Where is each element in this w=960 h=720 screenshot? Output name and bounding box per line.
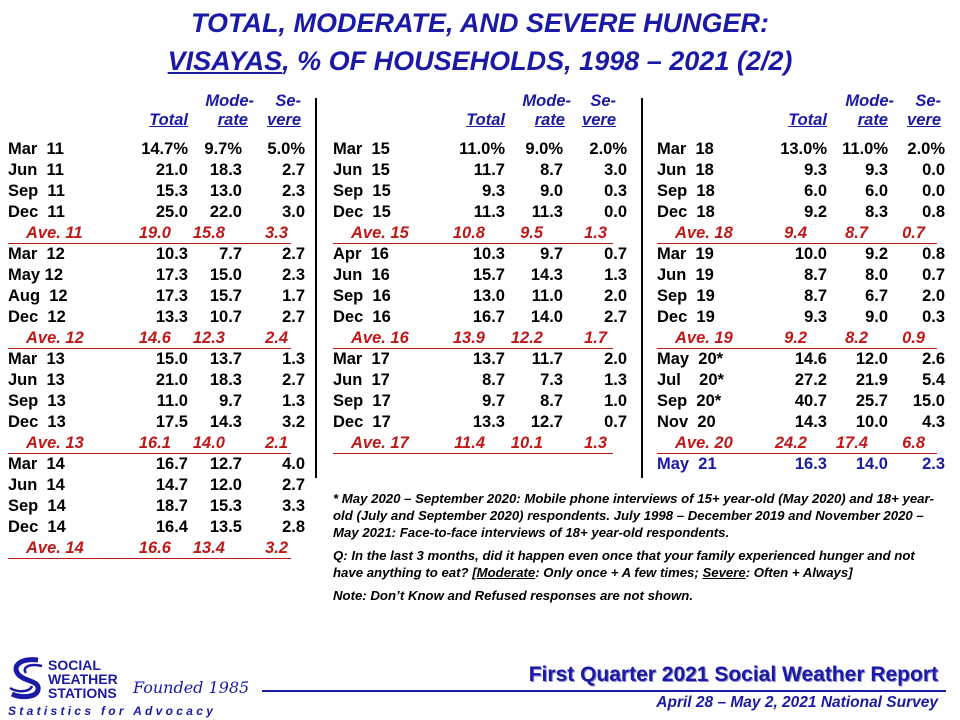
period-label: Ave. 18 [675, 224, 733, 242]
period-label: May 21 [657, 455, 717, 473]
logo-wordmark [48, 658, 118, 700]
moderate-value: 9.2 [865, 245, 888, 263]
total-value: 13.9 [452, 329, 485, 347]
period-label: Dec 16 [333, 308, 391, 326]
moderate-value: 13.5 [209, 518, 242, 536]
note-dk-refused: Note: Don’t Know and Refused responses are not shown. [333, 588, 693, 603]
severe-value: 1.3 [584, 434, 607, 452]
header-moderate-bottom: rate [217, 111, 248, 129]
table-row [8, 496, 308, 517]
total-value: 9.2 [804, 203, 827, 221]
table-row [8, 265, 308, 286]
severe-value: 3.3 [282, 497, 305, 515]
moderate-value: 7.7 [219, 245, 242, 263]
total-value: 14.6 [138, 329, 171, 347]
header-total: Total [788, 111, 827, 129]
moderate-value: 15.7 [209, 287, 242, 305]
table-row [657, 202, 957, 223]
moderate-value: 12.7 [530, 413, 563, 431]
period-label: May 12 [8, 266, 64, 284]
total-value: 9.3 [482, 182, 505, 200]
severe-value: 1.7 [584, 329, 607, 347]
total-value: 21.0 [155, 161, 188, 179]
average-row [8, 433, 291, 454]
moderate-value: 6.7 [865, 287, 888, 305]
period-label: Dec 14 [8, 518, 66, 536]
moderate-value: 12.2 [510, 329, 543, 347]
total-value: 9.3 [804, 161, 827, 179]
footnote-survey-mode: * May 2020 – September 2020: Mobile phone interviews of 15+ year-old (May 2020) and 18+ year-old (July and September 2020) respondents. July 1998 – December 2019 and November 2020 – May 2021: Face-to-face interviews of 18+ year-old respondents. [333, 491, 935, 540]
notes-block [333, 490, 943, 610]
severe-value: 0.7 [922, 266, 945, 284]
header-severe-bottom: vere [267, 111, 301, 129]
severe-value: 2.7 [282, 161, 305, 179]
total-value: 13.3 [472, 413, 505, 431]
header-moderate-bottom: rate [857, 111, 888, 129]
severe-value: 2.0 [922, 287, 945, 305]
period-label: Sep 11 [8, 182, 65, 200]
moderate-value: 14.3 [530, 266, 563, 284]
severe-value: 2.7 [604, 308, 627, 326]
severe-value: 2.4 [265, 329, 288, 347]
moderate-value: 9.5 [520, 224, 543, 242]
period-label: Dec 19 [657, 308, 715, 326]
table-row [657, 391, 957, 412]
moderate-value: 18.3 [209, 371, 242, 389]
table-row [333, 202, 633, 223]
total-value: 16.3 [794, 455, 827, 473]
total-value: 14.7% [141, 140, 188, 158]
total-value: 11.7 [473, 161, 505, 179]
period-label: Ave. 16 [351, 329, 409, 347]
period-label: Jun 16 [333, 266, 390, 284]
period-label: Dec 13 [8, 413, 66, 431]
period-label: Dec 18 [657, 203, 715, 221]
total-value: 27.2 [794, 371, 827, 389]
header-moderate-bottom: rate [534, 111, 565, 129]
severe-value: 2.7 [282, 476, 305, 494]
chart-title-rest: , % OF HOUSEHOLDS, 1998 – 2021 (2/2) [282, 46, 793, 76]
moderate-value: 18.3 [209, 161, 242, 179]
logo-line-social: SOCIAL [48, 657, 101, 673]
total-value: 6.0 [804, 182, 827, 200]
period-label: Mar 19 [657, 245, 714, 263]
total-value: 11.4 [454, 434, 485, 452]
period-label: Aug 12 [8, 287, 68, 305]
period-label: Ave. 15 [351, 224, 409, 242]
period-label: Ave. 13 [26, 434, 84, 452]
table-row [333, 244, 633, 265]
period-label: Sep 15 [333, 182, 391, 200]
severe-value: 3.3 [265, 224, 288, 242]
total-value: 17.3 [155, 287, 188, 305]
period-label: Jun 14 [8, 476, 65, 494]
table-row [8, 307, 308, 328]
table-row [657, 454, 957, 475]
logo-founded: Founded 1985 [133, 678, 250, 697]
moderate-value: 8.2 [845, 329, 868, 347]
moderate-value: 15.0 [209, 266, 242, 284]
severe-value: 1.3 [604, 266, 627, 284]
column-divider-2 [641, 98, 643, 478]
period-label: Ave. 19 [675, 329, 733, 347]
table-row [333, 181, 633, 202]
severe-value: 6.8 [902, 434, 925, 452]
table-row [8, 139, 308, 160]
severe-value: 2.8 [282, 518, 305, 536]
period-label: Jun 15 [333, 161, 390, 179]
severe-value: 2.0% [907, 140, 945, 158]
question-part-b: : Only once + A few times; [535, 565, 703, 580]
period-label: Sep 13 [8, 392, 66, 410]
period-label: Apr 16 [333, 245, 389, 263]
total-value: 17.5 [155, 413, 188, 431]
total-value: 15.3 [155, 182, 188, 200]
severe-value: 1.0 [604, 392, 627, 410]
table-row [333, 412, 633, 433]
average-row [333, 223, 613, 244]
moderate-value: 17.4 [835, 434, 868, 452]
table-row [8, 202, 308, 223]
period-label: Sep 19 [657, 287, 715, 305]
severe-value: 0.7 [604, 413, 627, 431]
total-value: 16.4 [155, 518, 188, 536]
moderate-value: 14.0 [192, 434, 225, 452]
sws-s-icon [8, 656, 48, 700]
severe-value: 2.0 [604, 350, 627, 368]
table-row [8, 160, 308, 181]
period-label: Jun 18 [657, 161, 714, 179]
period-label: Mar 13 [8, 350, 65, 368]
total-value: 16.6 [138, 539, 171, 557]
table-row [8, 517, 308, 538]
header-moderate-top: Mode- [522, 92, 571, 110]
total-value: 9.3 [804, 308, 827, 326]
period-label: Ave. 11 [26, 224, 83, 242]
logo-tagline: Statistics for Advocacy [8, 704, 217, 718]
severe-value: 2.3 [282, 266, 305, 284]
table-row [333, 391, 633, 412]
sws-logo [8, 656, 253, 718]
period-label: Dec 11 [8, 203, 65, 221]
table-row [333, 307, 633, 328]
period-label: Mar 17 [333, 350, 390, 368]
table-row [657, 412, 957, 433]
total-value: 18.7 [155, 497, 188, 515]
table-row [657, 349, 957, 370]
total-value: 25.0 [155, 203, 188, 221]
severe-value: 15.0 [912, 392, 945, 410]
moderate-word: Moderate [476, 565, 536, 580]
moderate-value: 8.7 [845, 224, 868, 242]
survey-dates: April 28 – May 2, 2021 National Survey [656, 694, 938, 711]
total-value: 9.7 [482, 392, 505, 410]
period-label: Sep 17 [333, 392, 391, 410]
period-label: Jun 13 [8, 371, 65, 389]
table-row [657, 265, 957, 286]
moderate-value: 8.7 [540, 392, 563, 410]
table-row [8, 286, 308, 307]
region-name: VISAYAS [167, 46, 283, 76]
period-label: Mar 18 [657, 140, 714, 158]
total-value: 8.7 [482, 371, 505, 389]
moderate-value: 9.7 [540, 245, 563, 263]
column-headers [657, 92, 957, 136]
moderate-value: 11.0% [842, 140, 888, 158]
total-value: 14.6 [794, 350, 827, 368]
total-value: 19.0 [138, 224, 171, 242]
severe-value: 2.7 [282, 371, 305, 389]
table-row [657, 307, 957, 328]
severe-value: 0.8 [922, 203, 945, 221]
severe-value: 2.0% [589, 140, 627, 158]
severe-value: 0.9 [902, 329, 925, 347]
moderate-value: 9.7% [204, 140, 242, 158]
table-row [657, 139, 957, 160]
total-value: 14.3 [794, 413, 827, 431]
average-row [333, 328, 613, 349]
moderate-value: 12.0 [855, 350, 888, 368]
period-label: Sep 18 [657, 182, 715, 200]
severe-value: 0.0 [922, 182, 945, 200]
total-value: 11.0% [459, 140, 505, 158]
period-label: Jun 19 [657, 266, 714, 284]
table-row [8, 475, 308, 496]
moderate-value: 14.3 [209, 413, 242, 431]
severe-value: 1.3 [282, 350, 305, 368]
moderate-value: 13.4 [192, 539, 225, 557]
total-value: 13.7 [472, 350, 505, 368]
moderate-value: 13.7 [209, 350, 242, 368]
report-title: First Quarter 2021 Social Weather Report [528, 663, 938, 686]
severe-value: 1.7 [282, 287, 305, 305]
total-value: 14.7 [155, 476, 188, 494]
severe-word: Severe [702, 565, 746, 580]
logo-line-stations: STATIONS [48, 685, 117, 701]
moderate-value: 8.7 [540, 161, 563, 179]
period-label: Jul 20* [657, 371, 724, 389]
total-value: 10.3 [472, 245, 505, 263]
period-label: Mar 14 [8, 455, 65, 473]
header-total: Total [149, 111, 188, 129]
severe-value: 2.1 [265, 434, 288, 452]
table-row [8, 412, 308, 433]
moderate-value: 15.3 [209, 497, 242, 515]
period-label: Sep 14 [8, 497, 66, 515]
column-divider-1 [315, 98, 317, 478]
severe-value: 0.3 [604, 182, 627, 200]
table-row [657, 370, 957, 391]
moderate-value: 12.0 [209, 476, 242, 494]
table-row [657, 181, 957, 202]
average-row [8, 538, 291, 559]
moderate-value: 10.0 [855, 413, 888, 431]
table-row [333, 265, 633, 286]
total-value: 11.0 [156, 392, 188, 410]
moderate-value: 8.3 [865, 203, 888, 221]
total-value: 15.0 [155, 350, 188, 368]
severe-value: 2.6 [922, 350, 945, 368]
total-value: 13.3 [155, 308, 188, 326]
table-row [8, 349, 308, 370]
period-label: Ave. 17 [351, 434, 409, 452]
moderate-value: 14.0 [530, 308, 563, 326]
average-row [657, 223, 937, 244]
header-severe-bottom: vere [907, 111, 941, 129]
severe-value: 2.3 [922, 455, 945, 473]
total-value: 16.7 [155, 455, 188, 473]
period-label: Nov 20 [657, 413, 716, 431]
header-severe-top: Se- [275, 92, 301, 110]
table-row [8, 454, 308, 475]
total-value: 10.3 [155, 245, 188, 263]
total-value: 21.0 [155, 371, 188, 389]
moderate-value: 9.0% [525, 140, 563, 158]
table-row [333, 139, 633, 160]
logo-line-weather: WEATHER [48, 671, 118, 687]
period-label: Jun 17 [333, 371, 390, 389]
moderate-value: 9.0 [540, 182, 563, 200]
period-label: Ave. 20 [675, 434, 733, 452]
severe-value: 3.2 [282, 413, 305, 431]
moderate-value: 25.7 [855, 392, 888, 410]
table-row [8, 244, 308, 265]
period-label: Mar 11 [8, 140, 64, 158]
column-headers [333, 92, 633, 136]
table-row [333, 349, 633, 370]
table-row [657, 286, 957, 307]
total-value: 13.0% [780, 140, 827, 158]
total-value: 16.7 [472, 308, 505, 326]
severe-value: 5.4 [922, 371, 945, 389]
total-value: 40.7 [794, 392, 827, 410]
period-label: Ave. 12 [26, 329, 84, 347]
total-value: 24.2 [774, 434, 807, 452]
total-value: 15.7 [472, 266, 505, 284]
table-row [333, 160, 633, 181]
total-value: 17.3 [155, 266, 188, 284]
severe-value: 0.8 [922, 245, 945, 263]
moderate-value: 10.1 [510, 434, 543, 452]
moderate-value: 21.9 [855, 371, 888, 389]
header-severe-top: Se- [915, 92, 941, 110]
period-label: Jun 11 [8, 161, 64, 179]
severe-value: 1.3 [604, 371, 627, 389]
moderate-value: 7.3 [540, 371, 563, 389]
period-label: Dec 15 [333, 203, 391, 221]
header-severe-top: Se- [590, 92, 616, 110]
table-row [333, 370, 633, 391]
chart-title-line2 [0, 44, 960, 78]
moderate-value: 9.3 [865, 161, 888, 179]
severe-value: 3.0 [282, 203, 305, 221]
header-total: Total [466, 111, 505, 129]
header-moderate-top: Mode- [205, 92, 254, 110]
column-headers [8, 92, 308, 136]
moderate-value: 15.8 [192, 224, 225, 242]
period-label: Mar 12 [8, 245, 65, 263]
severe-value: 1.3 [584, 224, 607, 242]
total-value: 11.3 [473, 203, 505, 221]
severe-value: 2.7 [282, 245, 305, 263]
average-row [657, 328, 937, 349]
table-row [333, 286, 633, 307]
moderate-value: 9.7 [219, 392, 242, 410]
severe-value: 0.0 [922, 161, 945, 179]
moderate-value: 13.0 [209, 182, 242, 200]
chart-title-line1: TOTAL, MODERATE, AND SEVERE HUNGER: [190, 8, 770, 38]
footer-rule [262, 690, 946, 692]
period-label: May 20* [657, 350, 724, 368]
table-row [8, 181, 308, 202]
header-moderate-top: Mode- [845, 92, 894, 110]
question-part-c: : Often + Always] [745, 565, 853, 580]
total-value: 10.0 [794, 245, 827, 263]
severe-value: 2.0 [604, 287, 627, 305]
moderate-value: 11.3 [531, 203, 563, 221]
table-row [657, 244, 957, 265]
average-row [657, 433, 937, 454]
severe-value: 1.3 [282, 392, 305, 410]
header-severe-bottom: vere [582, 111, 616, 129]
moderate-value: 9.0 [865, 308, 888, 326]
moderate-value: 14.0 [855, 455, 888, 473]
total-value: 9.2 [784, 329, 807, 347]
moderate-value: 10.7 [209, 308, 242, 326]
average-row [8, 223, 291, 244]
table-row [657, 160, 957, 181]
total-value: 10.8 [452, 224, 485, 242]
total-value: 13.0 [472, 287, 505, 305]
moderate-value: 8.0 [865, 266, 888, 284]
average-row [333, 433, 613, 454]
severe-value: 4.3 [922, 413, 945, 431]
severe-value: 0.0 [604, 203, 627, 221]
period-label: Mar 15 [333, 140, 390, 158]
table-row [8, 370, 308, 391]
moderate-value: 11.0 [531, 287, 563, 305]
severe-value: 0.7 [902, 224, 925, 242]
severe-value: 0.3 [922, 308, 945, 326]
severe-value: 5.0% [267, 140, 305, 158]
period-label: Dec 12 [8, 308, 66, 326]
moderate-value: 11.7 [531, 350, 563, 368]
average-row [8, 328, 291, 349]
period-label: Sep 16 [333, 287, 391, 305]
severe-value: 2.7 [282, 308, 305, 326]
moderate-value: 22.0 [209, 203, 242, 221]
severe-value: 3.2 [265, 539, 288, 557]
severe-value: 3.0 [604, 161, 627, 179]
question-part-a: Q: In the last 3 months, did it happen even once that your family experienced hunger and not have anything to eat? [ [333, 548, 915, 580]
severe-value: 0.7 [604, 245, 627, 263]
period-label: Dec 17 [333, 413, 391, 431]
period-label: Sep 20* [657, 392, 722, 410]
question-text [333, 547, 943, 581]
total-value: 8.7 [804, 266, 827, 284]
moderate-value: 6.0 [865, 182, 888, 200]
severe-value: 2.3 [282, 182, 305, 200]
total-value: 9.4 [784, 224, 807, 242]
severe-value: 4.0 [282, 455, 305, 473]
moderate-value: 12.7 [209, 455, 242, 473]
total-value: 16.1 [138, 434, 171, 452]
table-row [8, 391, 308, 412]
period-label: Ave. 14 [26, 539, 84, 557]
moderate-value: 12.3 [192, 329, 225, 347]
total-value: 8.7 [804, 287, 827, 305]
